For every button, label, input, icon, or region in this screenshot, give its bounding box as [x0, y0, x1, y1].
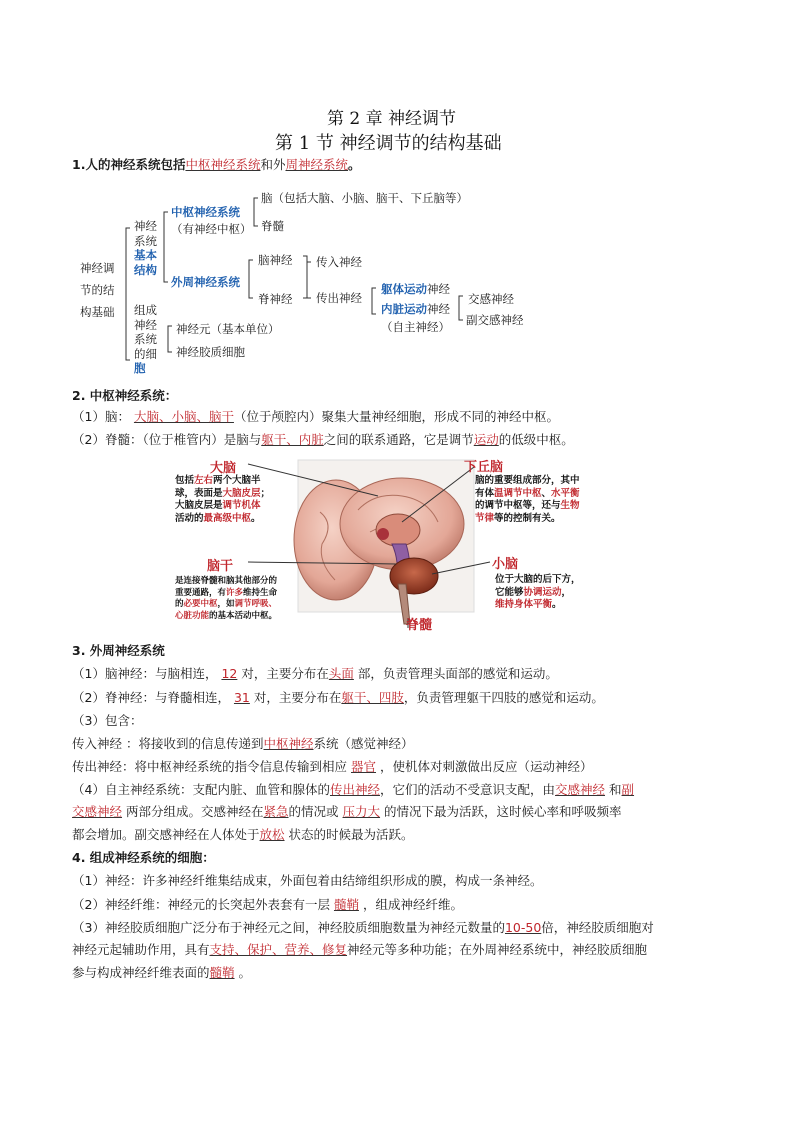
- spinal-cord-label: 脊髓: [261, 219, 284, 233]
- brainstem-desc: 是连接脊髓和脑其他部分的 重要通路，有许多维持生命 的必要中枢，如调节呼吸、 心脏功能的基本活动中枢。: [175, 576, 278, 621]
- autonomic-label: （自主神经）: [381, 320, 450, 334]
- cerebrum-desc: 包括左右两个大脑半 球，表面是大脑皮层； 大脑皮层是调节机体 活动的最高级中枢。: [175, 475, 271, 524]
- answer: 中枢神经系统: [185, 157, 261, 172]
- q3-line-3: （3）包含：: [72, 713, 143, 728]
- answer: 支持、保护、营养、修复: [209, 942, 348, 957]
- q4-line-5: 参与构成神经纤维表面的髓鞘 。: [72, 965, 252, 980]
- hypothalamus-title: 下丘脑: [464, 460, 504, 475]
- sympathetic-label: 交感神经: [468, 292, 514, 306]
- cerebellum-desc: 位于大脑的后下方， 它能够协调运动， 维持身体平衡。: [495, 574, 581, 610]
- glia-label: 神经胶质细胞: [176, 345, 245, 359]
- cns-label: 中枢神经系统: [171, 205, 240, 219]
- q2-line-2: （2）脊髓：（位于椎管内）是脑与躯干、内脏之间的联系通路，它是调节运动的低级中枢。: [72, 432, 574, 447]
- answer: 31: [233, 690, 250, 705]
- neuron-label: 神经元（基本单位）: [176, 322, 280, 336]
- spinal-cord-title: 脊髓: [406, 618, 433, 633]
- answer: 放松: [259, 827, 285, 842]
- q3-line-1: （1）脑神经：与脑相连， 12 对，主要分布在头面 部，负责管理头面部的感觉和运动。: [72, 666, 558, 681]
- q2-line-1: （1）脑： 大脑、小脑、脑干（位于颅腔内）聚集大量神经细胞，形成不同的神经中枢。: [72, 409, 559, 424]
- answer: 运动: [473, 432, 499, 447]
- q3-line-6: （4）自主神经系统：支配内脏、血管和腺体的传出神经，它们的活动不受意识支配，由交感神经 和副: [72, 782, 635, 797]
- answer: 副: [621, 782, 635, 797]
- tree-root: 神经调 节的结 构基础: [80, 261, 115, 319]
- visceral-label: 内脏运动神经: [381, 302, 450, 316]
- answer: 髓鞘: [333, 897, 359, 912]
- answer: 躯干、四肢: [341, 690, 404, 705]
- q3-heading: 3. 外周神经系统: [72, 643, 165, 658]
- answer: 12: [221, 666, 238, 681]
- answer: 10-50: [504, 920, 542, 935]
- q4-line-1: （1）神经：许多神经纤维集结成束，外面包着由结缔组织形成的膜，构成一条神经。: [72, 873, 543, 888]
- answer: 周神经系统: [285, 157, 348, 172]
- brain-label: 脑（包括大脑、小脑、脑干、下丘脑等）: [261, 191, 468, 205]
- q3-line-8: 都会增加。副交感神经在人体处于放松 状态的时候最为活跃。: [72, 827, 414, 842]
- answer: 器官: [351, 759, 377, 774]
- cns-sub: （有神经中枢）: [171, 222, 252, 236]
- q3-line-5: 传出神经：将中枢神经系统的指令信息传输到相应 器官 ，使机体对刺激做出反应（运动神经）: [72, 759, 593, 774]
- answer: 躯干、内脏: [261, 432, 324, 447]
- efferent-label: 传出神经: [316, 291, 362, 305]
- q4-line-4: 神经元起辅助作用，具有支持、保护、营养、修复神经元等多种功能；在外周神经系统中，神经胶质细胞: [72, 942, 648, 957]
- q3-line-7: 交感神经 两部分组成。交感神经在紧急的情况或 压力大 的情况下最为活跃，这时候心率和呼吸频率: [72, 804, 622, 819]
- q3-line-2: （2）脊神经：与脊髓相连， 31 对，主要分布在躯干、四肢，负责管理躯干四肢的感觉和运动。: [72, 690, 604, 705]
- answer: 压力大: [342, 804, 381, 819]
- answer: 交感神经: [72, 804, 123, 819]
- answer: 髓鞘: [209, 965, 235, 980]
- q4-line-2: （2）神经纤维：神经元的长突起外表套有一层 髓鞘 ，组成神经纤维。: [72, 897, 463, 912]
- parasympathetic-label: 副交感神经: [466, 313, 524, 327]
- brain-figure: [170, 452, 640, 632]
- answer: 头面: [328, 666, 354, 681]
- answer: 紧急: [263, 804, 289, 819]
- cerebellum-title: 小脑: [492, 557, 519, 572]
- tree-cells: 组成 神经 系统 的细 胞: [134, 303, 157, 375]
- hypothalamus-desc: 脑的重要组成部分，其中 有体温调节中枢、水平衡 的调节中枢等，还与生物 节律等的控制有关。: [475, 475, 580, 524]
- tree-composition: 神经 系统 基本 结构: [134, 219, 157, 277]
- answer: 交感神经: [555, 782, 606, 797]
- answer: 大脑、小脑、脑干: [133, 409, 234, 424]
- cerebrum-title: 大脑: [210, 461, 237, 476]
- brainstem-title: 脑干: [207, 559, 234, 574]
- answer: 传出神经: [329, 782, 380, 797]
- section-title: 第 1 节 神经调节的结构基础: [275, 133, 502, 154]
- pns-label: 外周神经系统: [171, 275, 240, 289]
- chapter-title: 第 2 章 神经调节: [327, 109, 457, 129]
- afferent-label: 传入神经: [316, 255, 362, 269]
- q4-heading: 4. 组成神经系统的细胞：: [72, 850, 215, 865]
- somatic-label: 躯体运动神经: [381, 282, 450, 296]
- q3-line-4: 传入神经 ：将接收到的信息传递到中枢神经系统（感觉神经）: [72, 736, 414, 751]
- q2-heading: 2. 中枢神经系统：: [72, 388, 178, 403]
- cranial-nerve-label: 脑神经: [258, 253, 293, 267]
- answer: 中枢神经: [263, 736, 314, 751]
- q4-line-3: （3）神经胶质细胞广泛分布于神经元之间，神经胶质细胞数量为神经元数量的10-50倍，神经胶质细胞对: [72, 920, 654, 935]
- spinal-nerve-label: 脊神经: [258, 292, 293, 306]
- q1-line: 1.人的神经系统包括中枢神经系统和外周神经系统。: [72, 157, 361, 172]
